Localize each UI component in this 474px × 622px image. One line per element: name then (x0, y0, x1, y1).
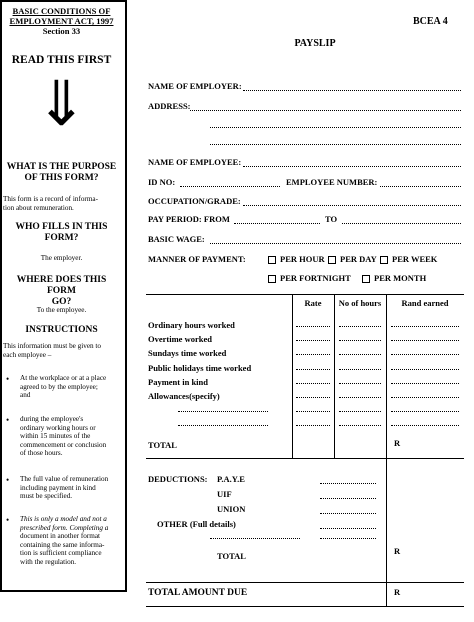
act-title (3, 6, 120, 26)
deduction-other-amount-field[interactable] (320, 528, 376, 529)
pay-period-to-field[interactable] (342, 223, 461, 224)
purpose-text-line-2: tion about remuneration. (3, 203, 74, 212)
form-code: BCEA 4 (413, 16, 448, 27)
rand-field[interactable] (391, 411, 459, 412)
earnings-row-label: Payment in kind (148, 377, 208, 387)
where-heading (3, 275, 120, 308)
hours-field[interactable] (339, 425, 381, 426)
id-number-label: ID NO: (148, 177, 176, 187)
earnings-row-label: Allowances(specify) (148, 391, 220, 401)
occupation-label: OCCUPATION/GRADE: (148, 196, 241, 206)
rate-field[interactable] (296, 397, 330, 398)
bullet-1-line-1: At the workplace or at a place (20, 374, 107, 382)
instruction-bullet-4 (20, 515, 120, 567)
pay-period-label: PAY PERIOD: FROM (148, 214, 230, 224)
id-number-field[interactable] (180, 186, 280, 187)
employee-name-field[interactable] (243, 166, 461, 167)
purpose-heading-line-2: OF THIS FORM? (24, 173, 99, 183)
table-divider (292, 294, 293, 458)
checkbox-icon[interactable] (362, 275, 370, 283)
bullet-2-line-3: within 15 minutes of the (20, 432, 91, 441)
instruction-bullet-1 (20, 374, 120, 400)
hours-field[interactable] (339, 354, 381, 355)
employee-name-label: NAME OF EMPLOYEE: (148, 157, 242, 167)
instructions-intro-line-2: each employee – (3, 350, 52, 359)
deductions-top-border (146, 458, 464, 459)
bullet-4-line-4: containing the same informa- (20, 540, 105, 549)
pay-period-from-field[interactable] (234, 223, 320, 224)
address-field-line-1[interactable] (190, 110, 461, 111)
option-per-day-label: PER DAY (340, 254, 377, 264)
bullet-icon: • (6, 515, 10, 525)
option-per-day[interactable] (328, 254, 377, 264)
act-title-line-2: EMPLOYMENT ACT, 1997 (9, 16, 114, 26)
hours-field[interactable] (339, 383, 381, 384)
rate-field[interactable] (296, 354, 330, 355)
purpose-heading (3, 162, 120, 184)
bullet-1-line-3: and (20, 391, 31, 400)
form-bottom-border (146, 606, 464, 607)
option-per-hour[interactable] (268, 254, 325, 264)
bullet-3-line-2: including payment in kind (20, 483, 96, 492)
employee-number-field[interactable] (380, 186, 461, 187)
earnings-row-label: Sundays time worked (148, 348, 227, 358)
earnings-total-label: TOTAL (148, 440, 177, 450)
where-text: To the employee. (36, 306, 87, 314)
option-per-week-label: PER WEEK (392, 254, 438, 264)
purpose-text-line-1: This form is a record of informa- (3, 195, 99, 203)
deduction-union-field[interactable] (320, 513, 376, 514)
who-heading (3, 222, 120, 244)
checkbox-icon[interactable] (380, 256, 388, 264)
read-first-heading: READ THIS FIRST (11, 54, 112, 66)
deduction-item-label: UNION (217, 504, 246, 514)
rand-field[interactable] (391, 340, 459, 341)
table-divider (386, 294, 387, 607)
allowance-specify-field[interactable] (178, 411, 268, 412)
column-header-rand: Rand earned (401, 298, 449, 308)
rate-field[interactable] (296, 411, 330, 412)
basic-wage-field[interactable] (210, 243, 461, 244)
earnings-row-label: Public holidays time worked (148, 363, 252, 373)
instructions-heading: INSTRUCTIONS (25, 325, 98, 335)
rate-field[interactable] (296, 425, 330, 426)
bullet-icon: • (6, 415, 10, 425)
rand-field[interactable] (391, 326, 459, 327)
bullet-icon: • (6, 475, 10, 485)
rand-field[interactable] (391, 354, 459, 355)
payslip-title: PAYSLIP (294, 38, 336, 49)
act-title-line-1: BASIC CONDITIONS OF (12, 6, 111, 16)
deduction-uif-field[interactable] (320, 498, 376, 499)
total-due-label: TOTAL AMOUNT DUE (148, 588, 248, 598)
pay-period-to-label: TO (325, 214, 338, 224)
checkbox-icon[interactable] (268, 256, 276, 264)
earnings-row-label: Overtime worked (148, 334, 212, 344)
address-field-line-3[interactable] (210, 144, 461, 145)
who-text: The employer. (40, 254, 83, 262)
hours-field[interactable] (339, 369, 381, 370)
down-arrow-icon: ⇓ (35, 67, 88, 140)
who-heading-line-2: FORM? (44, 233, 79, 243)
option-per-month-label: PER MONTH (374, 273, 427, 283)
column-header-hours: No of hours (338, 298, 382, 308)
bullet-4-line-5: tion is sufficient compliance (20, 549, 102, 558)
option-per-hour-label: PER HOUR (280, 254, 325, 264)
deduction-item-label: UIF (217, 489, 232, 499)
rate-field[interactable] (296, 383, 330, 384)
rate-field[interactable] (296, 326, 330, 327)
deductions-total-currency: R (394, 546, 401, 556)
occupation-field[interactable] (243, 205, 461, 206)
deductions-label: DEDUCTIONS: (148, 474, 208, 484)
deduction-other-label: OTHER (Full details) (157, 519, 236, 529)
bullet-3-line-1: The full value of remuneration (20, 475, 109, 483)
rate-field[interactable] (296, 369, 330, 370)
table-divider (334, 294, 335, 458)
instruction-bullet-3 (20, 475, 120, 501)
instructions-panel (0, 0, 127, 592)
deduction-other-detail-field[interactable] (210, 538, 300, 539)
hours-field[interactable] (339, 340, 381, 341)
employer-name-field[interactable] (243, 90, 461, 91)
option-per-fortnight[interactable] (268, 273, 351, 283)
instructions-intro-line-1: This information must be given to (3, 342, 102, 350)
option-per-week[interactable] (380, 254, 437, 264)
checkbox-icon[interactable] (328, 256, 336, 264)
rand-field[interactable] (391, 383, 459, 384)
address-field-line-2[interactable] (210, 127, 461, 128)
section-number: Section 33 (42, 26, 81, 36)
purpose-text (3, 195, 120, 212)
total-due-currency: R (394, 587, 401, 597)
hours-field[interactable] (339, 326, 381, 327)
bullet-3-line-3: must be specified. (20, 492, 73, 501)
table-top-border (146, 294, 464, 295)
purpose-heading-line-1: WHAT IS THE PURPOSE (6, 162, 117, 172)
column-header-rate: Rate (304, 298, 322, 308)
bullet-4-line-2 (20, 524, 120, 533)
total-due-top-border (146, 582, 464, 583)
earnings-total-currency: R (394, 438, 401, 448)
rate-field[interactable] (296, 340, 330, 341)
deductions-total-label: TOTAL (217, 551, 246, 561)
manner-of-payment-label: MANNER OF PAYMENT: (148, 254, 246, 264)
bullet-4-line-3: document in another format (20, 532, 101, 541)
address-label: ADDRESS: (148, 101, 191, 111)
option-per-fortnight-label: PER FORTNIGHT (280, 273, 351, 283)
employer-name-label: NAME OF EMPLOYER: (148, 81, 242, 91)
bullet-2-line-5: of those hours. (20, 449, 63, 458)
where-heading-line-2: GO? (51, 297, 72, 307)
employee-number-label: EMPLOYEE NUMBER: (286, 177, 378, 187)
bullet-1-line-2: agreed to by the employee; (20, 382, 98, 391)
instruction-bullet-2 (20, 415, 120, 458)
bullet-4-line-6: with the regulation. (20, 557, 77, 566)
deduction-paye-field[interactable] (320, 483, 376, 484)
bullet-2-line-1: during the employee's (20, 415, 84, 423)
option-per-month[interactable] (362, 273, 426, 283)
deduction-other-amount-field[interactable] (320, 538, 376, 539)
rand-field[interactable] (391, 369, 459, 370)
bullet-icon: • (6, 374, 10, 384)
bullet-2-line-4: commencement or conclusion (20, 440, 107, 449)
deduction-item-label: P.A.Y.E (217, 474, 245, 484)
rand-field[interactable] (391, 397, 459, 398)
earnings-row-label: Ordinary hours worked (148, 320, 235, 330)
hours-field[interactable] (339, 411, 381, 412)
who-heading-line-1: WHO FILLS IN THIS (15, 222, 108, 232)
instructions-intro (3, 342, 120, 359)
rand-field[interactable] (391, 425, 459, 426)
hours-field[interactable] (339, 397, 381, 398)
bullet-4-line-1: This is only a model and not a (20, 515, 107, 523)
where-heading-line-1: WHERE DOES THIS FORM (16, 275, 107, 296)
bullet-4-line-2-text: prescribed form. Completing a (20, 523, 109, 532)
allowance-specify-field[interactable] (178, 425, 268, 426)
basic-wage-label: BASIC WAGE: (148, 234, 205, 244)
checkbox-icon[interactable] (268, 275, 276, 283)
bullet-2-line-2: ordinary working hours or (20, 423, 96, 432)
